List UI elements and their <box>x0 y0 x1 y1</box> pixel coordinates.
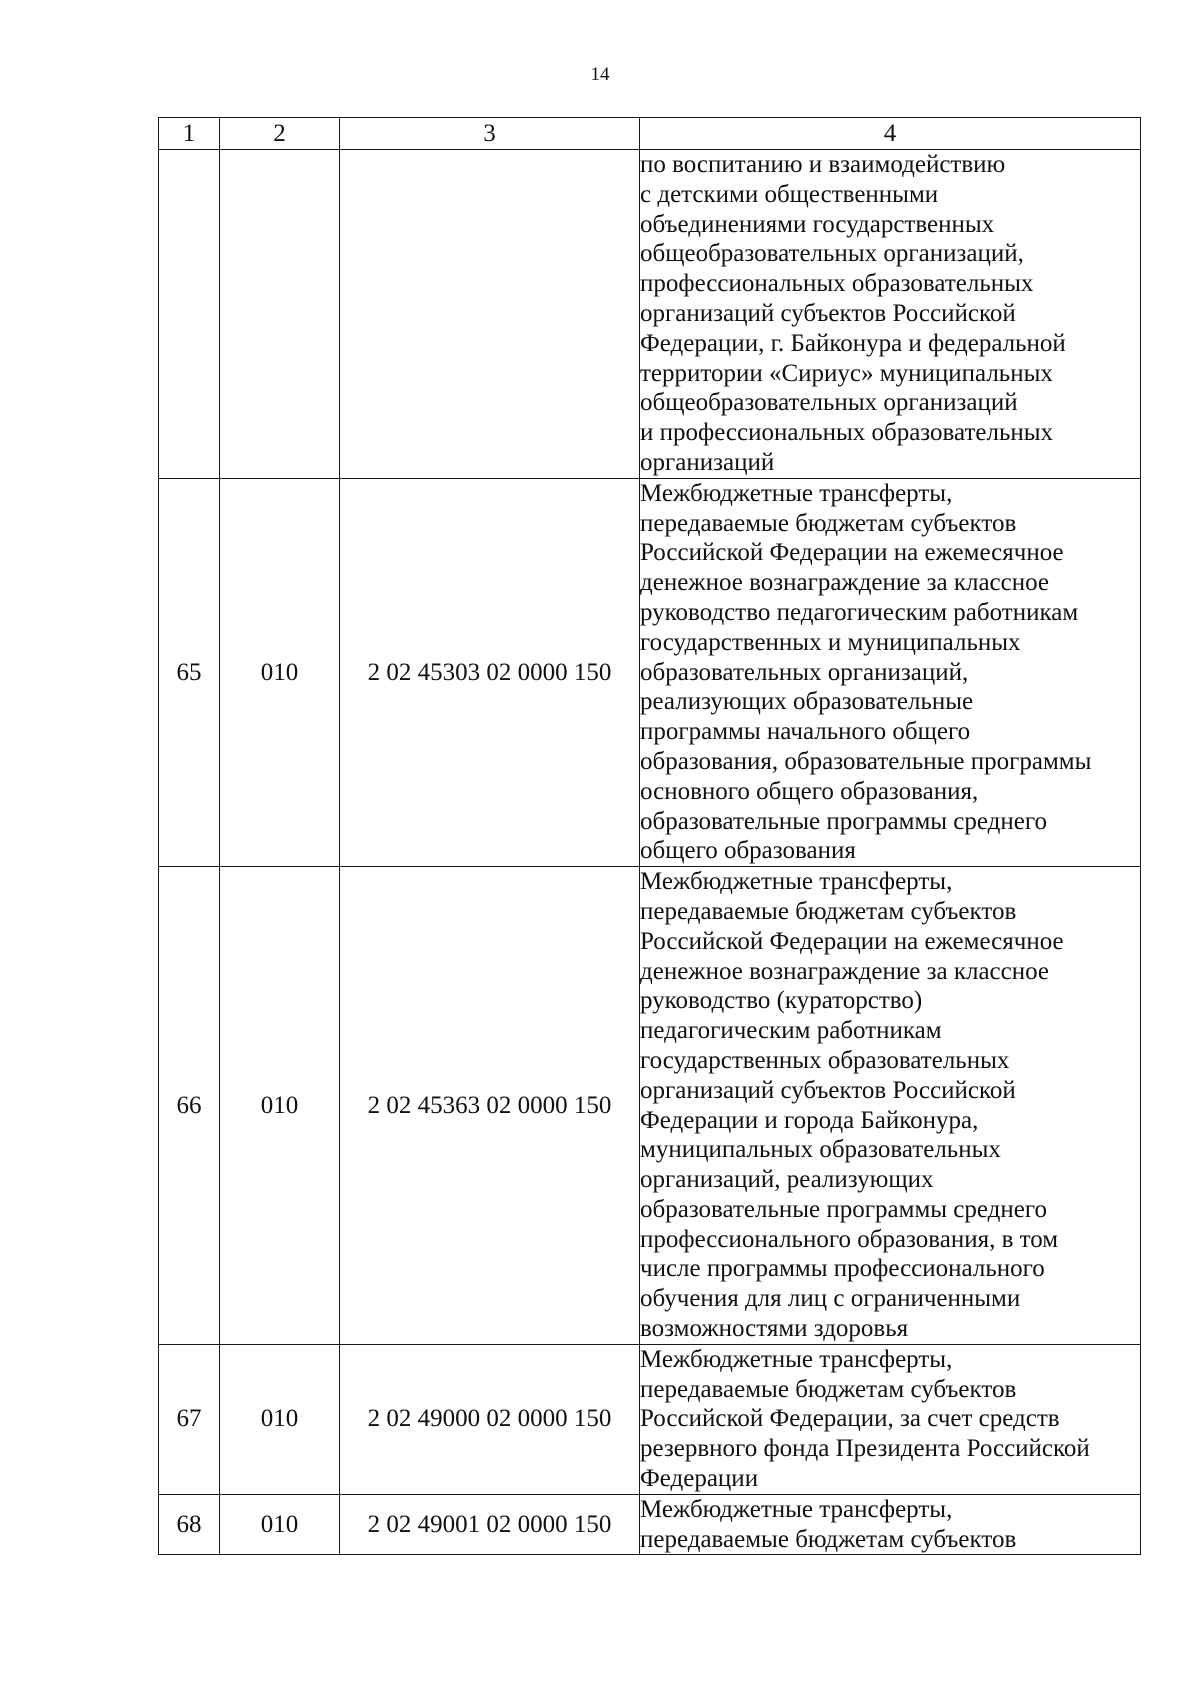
row-number-cell: 68 <box>159 1494 220 1555</box>
budget-classification-code-cell: 2 02 49000 02 0000 150 <box>340 1344 640 1494</box>
table-row <box>159 478 1141 866</box>
description-cell <box>640 150 1141 479</box>
administrator-code-cell: 010 <box>220 867 340 1345</box>
description-line: образовательные программы среднего <box>640 1195 1047 1223</box>
column-number-1: 1 <box>159 118 220 150</box>
description-line: Федерации <box>640 1465 759 1493</box>
description-line: числе программы профессионального <box>640 1255 1045 1283</box>
description-line: государственных и муниципальных <box>640 628 1021 656</box>
description-line: Федерации и города Байконура, <box>640 1106 979 1134</box>
description-line: программы начального общего <box>640 718 971 746</box>
description-line: организаций субъектов Российской <box>640 299 1016 327</box>
description-cell <box>640 867 1141 1345</box>
table-row <box>159 1494 1141 1555</box>
description-line: передаваемые бюджетам субъектов <box>640 509 1017 537</box>
column-number-4: 4 <box>640 118 1141 150</box>
row-number-cell: 66 <box>159 867 220 1345</box>
row-number-cell: 65 <box>159 478 220 866</box>
administrator-code-cell <box>220 150 340 479</box>
description-line: общеобразовательных организаций, <box>640 240 1024 268</box>
administrator-code-cell: 010 <box>220 1494 340 1555</box>
table-row <box>159 867 1141 1345</box>
description-line: резервного фонда Президента Российской <box>640 1435 1090 1463</box>
column-number-2: 2 <box>220 118 340 150</box>
description-line: Российской Федерации на ежемесячное <box>640 927 1064 955</box>
description-line: руководство педагогическим работникам <box>640 598 1079 626</box>
description-line: по воспитанию и взаимодействию <box>640 151 1006 178</box>
description-line: руководство (кураторство) <box>640 987 923 1015</box>
description-line: организаций, реализующих <box>640 1166 934 1194</box>
administrator-code-cell: 010 <box>220 1344 340 1494</box>
description-line: возможностями здоровья <box>640 1315 909 1343</box>
description-line: территории «Сириус» муниципальных <box>640 359 1053 387</box>
row-number-cell <box>159 150 220 479</box>
budget-classification-code-cell: 2 02 45303 02 0000 150 <box>340 478 640 866</box>
description-line: организаций <box>640 448 775 476</box>
column-number-3: 3 <box>340 118 640 150</box>
description-line: Межбюджетные трансферты, <box>640 1495 953 1523</box>
budget-classification-code-cell: 2 02 45363 02 0000 150 <box>340 867 640 1345</box>
description-line: Межбюджетные трансферты, <box>640 1345 953 1373</box>
description-line: общеобразовательных организаций <box>640 389 1018 417</box>
description-line: организаций субъектов Российской <box>640 1076 1016 1104</box>
description-line: объединениями государственных <box>640 210 995 238</box>
budget-classification-code-cell <box>340 150 640 479</box>
administrator-code-cell: 010 <box>220 478 340 866</box>
budget-classification-code-cell: 2 02 49001 02 0000 150 <box>340 1494 640 1555</box>
description-line: с детскими общественными <box>640 180 939 208</box>
table-row <box>159 1344 1141 1494</box>
description-line: денежное вознаграждение за классное <box>640 957 1050 985</box>
description-line: профессиональных образовательных <box>640 270 1034 298</box>
description-line: образовательные программы среднего <box>640 807 1047 835</box>
description-cell <box>640 478 1141 866</box>
description-line: государственных образовательных <box>640 1046 1010 1074</box>
description-line: профессионального образования, в том <box>640 1225 1059 1253</box>
page-number: 14 <box>590 64 610 85</box>
description-line: общего образования <box>640 837 856 865</box>
description-line: обучения для лиц с ограниченными <box>640 1285 1021 1313</box>
description-line: Федерации, г. Байконура и федеральной <box>640 329 1066 357</box>
description-line: передаваемые бюджетам субъектов <box>640 897 1017 925</box>
description-line: реализующих образовательные <box>640 688 974 716</box>
description-line: педагогическим работникам <box>640 1017 942 1045</box>
description-line: и профессиональных образовательных <box>640 419 1054 447</box>
description-line: передаваемые бюджетам субъектов <box>640 1525 1017 1553</box>
description-cell <box>640 1344 1141 1494</box>
description-line: основного общего образования, <box>640 777 979 805</box>
table-body <box>159 118 1141 1555</box>
description-line: муниципальных образовательных <box>640 1136 1001 1164</box>
column-number-row <box>159 118 1141 150</box>
budget-table <box>158 117 1141 1555</box>
description-line: передаваемые бюджетам субъектов <box>640 1375 1017 1403</box>
description-line: Российской Федерации на ежемесячное <box>640 539 1064 567</box>
description-line: образовательных организаций, <box>640 658 969 686</box>
description-line: Российской Федерации, за счет средств <box>640 1405 1060 1433</box>
description-cell <box>640 1494 1141 1555</box>
description-line: Межбюджетные трансферты, <box>640 868 953 896</box>
table-row <box>159 150 1141 479</box>
row-number-cell: 67 <box>159 1344 220 1494</box>
description-line: образования, образовательные программы <box>640 747 1092 775</box>
description-line: денежное вознаграждение за классное <box>640 569 1050 597</box>
description-line: Межбюджетные трансферты, <box>640 479 953 507</box>
